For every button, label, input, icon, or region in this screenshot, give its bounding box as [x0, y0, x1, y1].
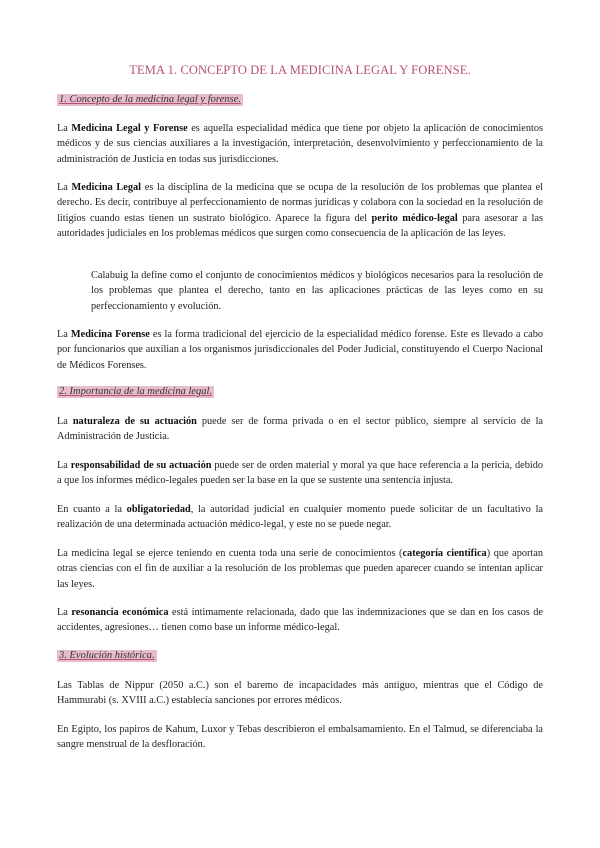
paragraph-medicina-legal: La Medicina Legal es la disciplina de la medicina que se ocupa de la resolución de los problemas que plantea el derecho. Es decir, contribuye al perfeccionamiento de normas jurídicas y colabora con la sociedad en la resolución de litigios cuando estas tienen un sustrato biológico. Aparece la figura del perito médico-legal para asesorar a las autoridades judiciales en los problemas médicos que surgen como consecuencia de la aplicación de las leyes. — [57, 182, 543, 239]
paragraph-nippur: Las Tablas de Nippur (2050 a.C.) son el baremo de incapacidades más antiguo, mientras que el Código de Hammurabi (s. XVIII a.C.) establecía sanciones por errores médicos. — [57, 680, 543, 707]
paragraph-calabuig: Calabuig la define como el conjunto de conocimientos médicos y biológicos necesarios para la resolución de los problemas que plantea el derecho, tanto en las aplicaciones prácticas de las leyes como en su perfeccionamiento y evolución. — [91, 270, 543, 312]
section-heading-2: 2. Importancia de la medicina legal. — [59, 386, 213, 397]
section-heading-3: 3. Evolución histórica. — [59, 650, 155, 661]
paragraph-egipto: En Egipto, los papiros de Kahum, Luxor y Tebas describieron el embalsamamiento. En el Talmud, se diferenciaba la sangre menstrual de la desfloración. — [57, 724, 543, 751]
paragraph-medicina-forense: La Medicina Forense es la forma tradicional del ejercicio de la especialidad médico forense. Este es llevado a cabo por funcionarios que auxilian a los organismos jurisdiccionales del Poder Judicial, constituyendo el Cuerpo Nacional de Médicos Forenses. — [57, 329, 543, 371]
paragraph-resonancia: La resonancia económica está íntimamente relacionada, dado que las indemnizaciones que se dan en los casos de accidentes, agresiones… tienen como base un informe médico-legal. — [57, 607, 543, 634]
page-title: TEMA 1. CONCEPTO DE LA MEDICINA LEGAL Y FORENSE. — [129, 63, 471, 77]
paragraph-categoria-cientifica: La medicina legal se ejerce teniendo en cuenta toda una serie de conocimientos (categoría científica) que aportan otras ciencias con el fin de auxiliar a la resolución de los problemas que pueden aparecer cuando se intentan aplicar las leyes. — [57, 548, 544, 590]
paragraph-responsabilidad: La responsabilidad de su actuación puede ser de orden material y moral ya que hace referencia a la pericia, debido a que los informes médico-legales pueden ser la base en la que se sustente una sentencia injusta. — [57, 460, 544, 487]
paragraph-obligatoriedad: En cuanto a la obligatoriedad, la autoridad judicial en cualquier momento puede solicitar de un facultativo la realización de una determinada actuación médico-legal, y este no se puede negar. — [57, 504, 544, 531]
paragraph-definition: La Medicina Legal y Forense es aquella especialidad médica que tiene por objeto la aplicación de conocimientos médicos y de sus ciencias auxiliares a la investigación, interpretación, desenvolvimiento y perfeccionamiento de la administración de Justicia en todas sus jurisdicciones. — [57, 123, 543, 165]
section-heading-1: 1. Concepto de la medicina legal y forense. — [59, 94, 241, 105]
paragraph-naturaleza: La naturaleza de su actuación puede ser de forma privada o en el sector público, siempre al servicio de la Administración de Justicia. — [57, 416, 543, 443]
